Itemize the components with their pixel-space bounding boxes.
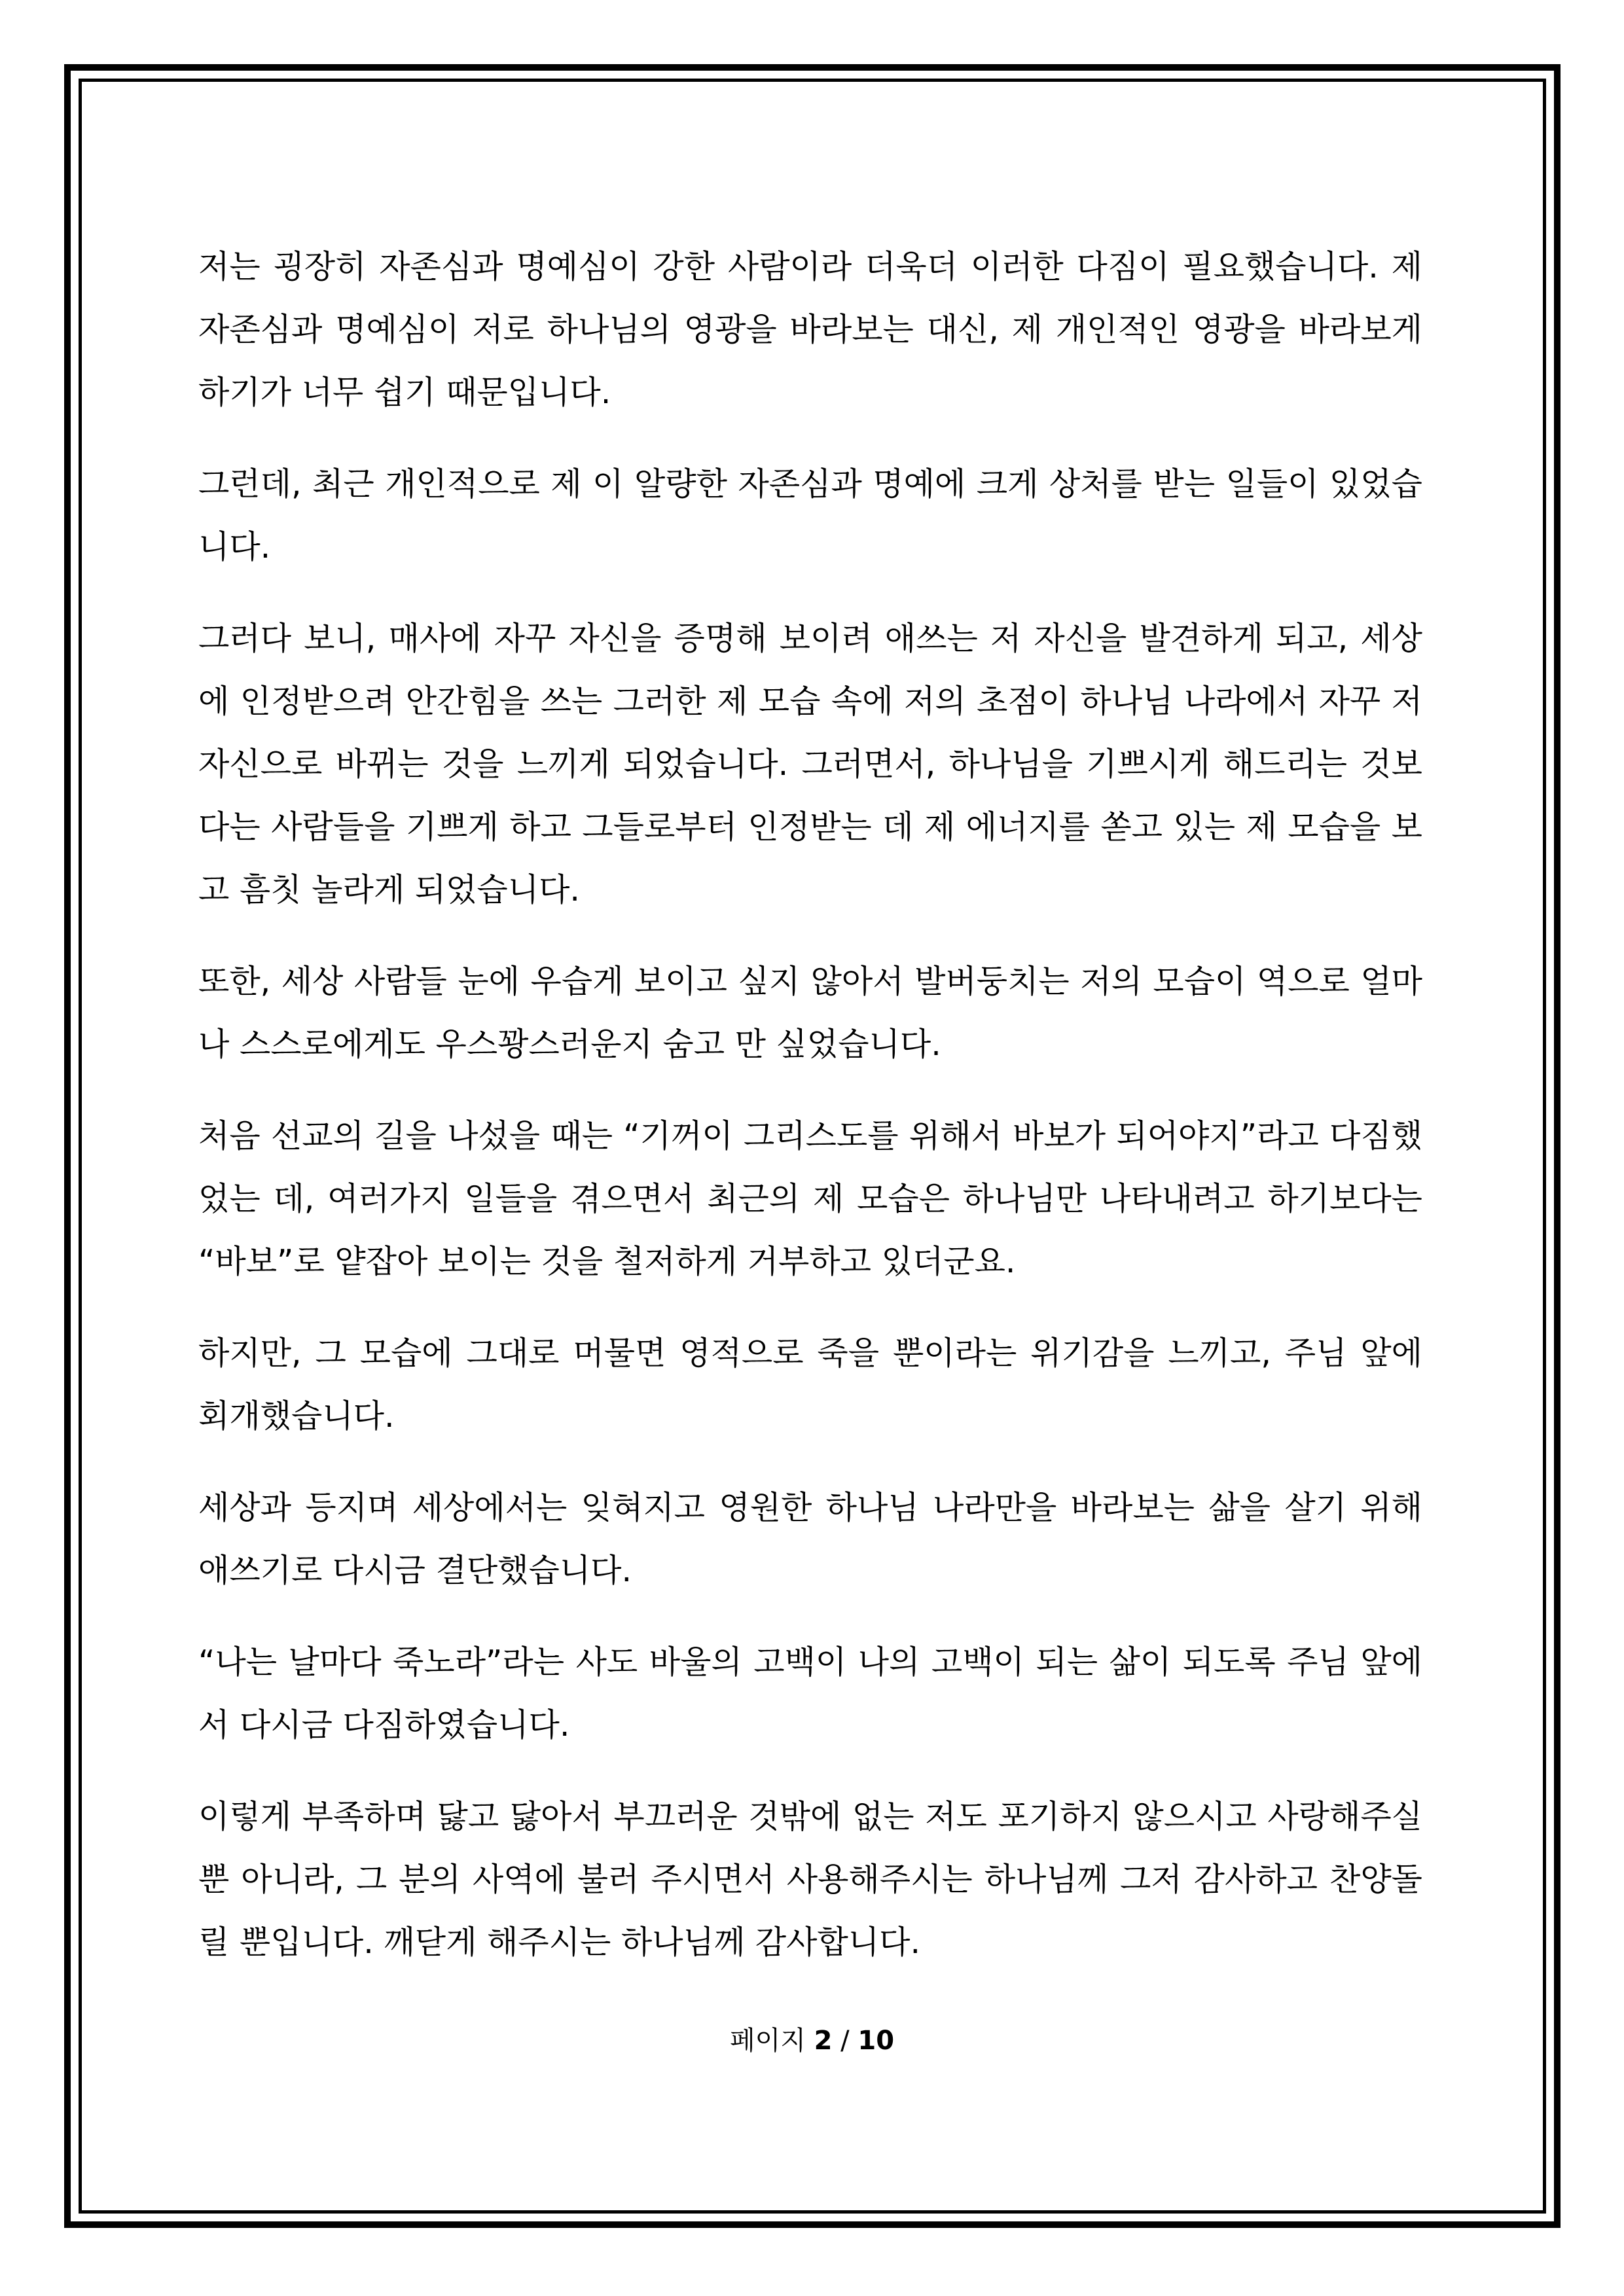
total-pages-number: 10 xyxy=(857,2026,895,2056)
paragraph: 그러다 보니, 매사에 자꾸 자신을 증명해 보이려 애쓰는 저 자신을 발견하게 되고, 세상에 인정받으려 안간힘을 쓰는 그러한 제 모습 속에 저의 초점이 하나님 나라에서 자꾸 저 자신으로 바뀌는 것을 느끼게 되었습니다. 그러면서, 하나님을 기쁘시게 해드리는 것보다는 사람들을 기쁘게 하고 그들로부터 인정받는 데 제 에너지를 쏟고 있는 제 모습을 보고 흠칫 놀라게 되었습니다. xyxy=(198,620,1422,908)
paragraph: 처음 선교의 길을 나섰을 때는 “기꺼이 그리스도를 위해서 바보가 되어야지”라고 다짐했었는 데, 여러가지 일들을 겪으면서 최근의 제 모습은 하나님만 나타내려고 하기보다는 “바보”로 얕잡아 보이는 것을 철저하게 거부하고 있더군요. xyxy=(198,1117,1422,1280)
paragraph: 이렇게 부족하며 닳고 닳아서 부끄러운 것밖에 없는 저도 포기하지 않으시고 사랑해주실 뿐 아니라, 그 분의 사역에 불러 주시면서 사용해주시는 하나님께 그저 감사하고 찬양돌릴 뿐입니다. 깨닫게 해주시는 하나님께 감사합니다. xyxy=(198,1798,1422,1961)
paragraph: 하지만, 그 모습에 그대로 머물면 영적으로 죽을 뿐이라는 위기감을 느끼고, 주님 앞에 회개했습니다. xyxy=(198,1335,1422,1435)
paragraph: “나는 날마다 죽노라”라는 사도 바울의 고백이 나의 고백이 되는 삶이 되도록 주님 앞에서 다시금 다짐하였습니다. xyxy=(198,1643,1422,1744)
page-footer xyxy=(0,2021,1624,2060)
paragraph: 또한, 세상 사람들 눈에 우습게 보이고 싶지 않아서 발버둥치는 저의 모습이 역으로 얼마나 스스로에게도 우스꽝스러운지 숨고 만 싶었습니다. xyxy=(198,963,1422,1063)
document-body xyxy=(198,236,1422,2003)
paragraph: 세상과 등지며 세상에서는 잊혀지고 영원한 하나님 나라만을 바라보는 삶을 살기 위해 애쓰기로 다시금 결단했습니다. xyxy=(198,1489,1422,1589)
page-separator: / xyxy=(840,2026,850,2056)
paragraph: 저는 굉장히 자존심과 명예심이 강한 사람이라 더욱더 이러한 다짐이 필요했습니다. 제 자존심과 명예심이 저로 하나님의 영광을 바라보는 대신, 제 개인적인 영광을 바라보게 하기가 너무 쉽기 때문입니다. xyxy=(198,248,1422,411)
current-page-number: 2 xyxy=(814,2026,833,2056)
page-label: 페이지 xyxy=(729,2026,806,2056)
paragraph: 그런데, 최근 개인적으로 제 이 알량한 자존심과 명예에 크게 상처를 받는 일들이 있었습니다. xyxy=(198,465,1422,565)
